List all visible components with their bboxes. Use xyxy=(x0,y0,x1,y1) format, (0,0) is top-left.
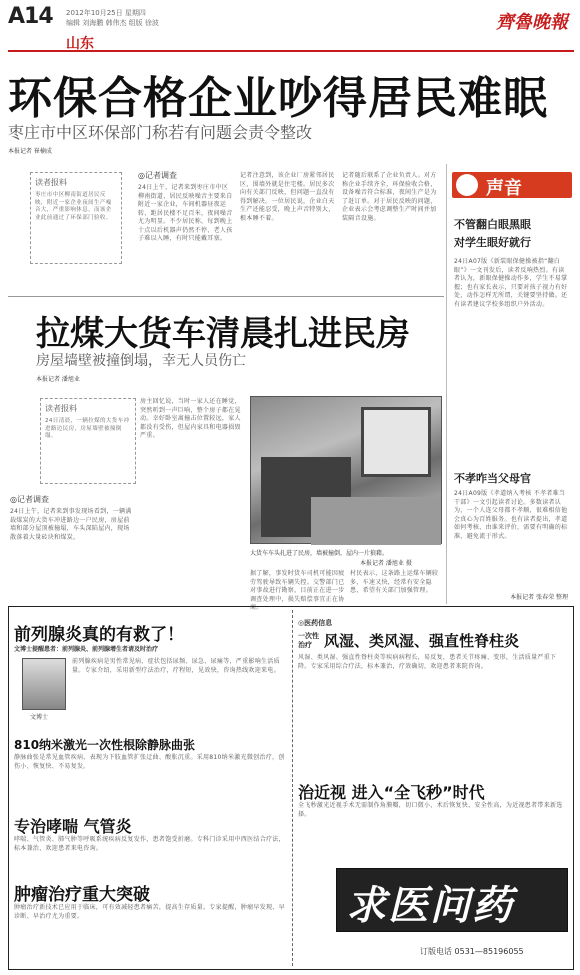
ads-mid-divider xyxy=(292,610,293,966)
section-name: 山东 xyxy=(66,36,94,52)
megaphone-icon xyxy=(456,174,478,196)
header-rule xyxy=(8,50,574,52)
masthead-logo: 齊魯晚報 xyxy=(496,12,568,33)
story2-column-2: 房主回忆说，当时一家人还在睡觉，突然听到一声巨响，整个房子都在晃动。幸好卧室离撞击位置较远，家人都没有受伤，但屋内家具和电器损毁严重。 xyxy=(140,398,241,439)
ad1-subtitle: 文博士提醒患者：前列腺炎、前列腺增生者请及时治疗 xyxy=(14,646,159,653)
story2-reader-box xyxy=(40,398,136,484)
story1-reporter-tag: ◎记者调查 xyxy=(138,171,177,180)
photo-rubble xyxy=(311,497,441,545)
reader-box-tag: 读者报料 xyxy=(35,178,67,187)
story2-column-4: 村民表示，这条路上运煤车辆较多，车速又快，经常有安全隐患，希望有关部门加强管理。 xyxy=(350,570,439,594)
ad5-tag: ◎医药信息 xyxy=(298,619,333,627)
ad2-text: 静脉曲张是常见血管疾病，表现为下肢血管扩张迂曲、酸胀沉重。采用810纳米激光微创治疗，创伤小、恢复快、不易复发。 xyxy=(14,754,285,770)
ad1-title: 前列腺炎真的有救了！ xyxy=(14,625,184,645)
story1-column-1: 24日上午，记者来到枣庄市中区柳南街道，居民反映噪音主要来自附近一家企业，车间机器昼夜运转，距居民楼不足百米，夜间噪音尤为明显。不少居民称，每到晚上十点以后机器声仍然不停，老人孩子难以入睡，有时只能戴耳塞。 xyxy=(138,184,233,242)
reader-box-tag: 读者报料 xyxy=(45,404,77,413)
story2-byline: 本报记者 潘旭业 xyxy=(36,376,80,383)
story2-subhead: 房屋墙壁被撞倒塌，幸无人员伤亡 xyxy=(36,353,246,369)
page-number: A14 xyxy=(8,4,53,29)
date-line: 2012年10月25日 星期四 xyxy=(66,9,146,17)
sidebar-divider xyxy=(446,164,447,604)
story2-reporter-tag: ◎记者调查 xyxy=(10,495,49,504)
photo-caption: 大货车车头扎进了民房，墙被撞倒，屋内一片狼藉。 xyxy=(250,550,389,557)
banner-phone: 订版电话 0531—85196055 xyxy=(420,947,524,956)
ad5-title: 风湿、类风湿、强直性脊柱炎 xyxy=(324,632,520,650)
sidebar-quote-3: 不孝咋当父母官 xyxy=(454,472,531,485)
ad4-text: 肿瘤治疗新技术已应用于临床，可有效减轻患者痛苦，提高生存质量。专家提醒，肿瘤早发现、早诊断、早治疗尤为重要。 xyxy=(14,904,285,920)
ad1-text: 前列腺疾病是男性常见病，症状包括尿频、尿急、尿痛等，严重影响生活质量。专家介绍，采用新型疗法治疗，疗程短，见效快，咨询热线欢迎来电。 xyxy=(72,658,280,674)
story1-column-3: 记者随后联系了企业负责人。对方称企业手续齐全，环保验收合格，设备噪音符合标准，夜间生产是为了赶订单。对于居民反映的问题，企业表示会考虑调整生产时间并加装隔音设施。 xyxy=(342,172,437,222)
reader-box-text: 枣庄市中区柳南街道居民反映，附近一家企业夜间生产噪音大，严重影响休息，而该企业此前通过了环保部门验收。 xyxy=(35,192,112,221)
sidebar-footer: 本报记者 张春荣 整理 xyxy=(510,594,568,601)
editor-line: 编辑 刘海鹏 韩伟杰 组版 徐波 xyxy=(66,19,159,27)
ad3-title: 专治哮喘 气管炎 xyxy=(14,817,132,836)
sidebar-quote-2: 对学生眼好就行 xyxy=(454,236,531,249)
story1-headline: 环保合格企业吵得居民难眠 xyxy=(8,73,548,124)
ad6-text: 全飞秒激光近视手术无需制作角膜瓣，切口微小，术后恢复快，安全性高，为近视患者带来新选择。 xyxy=(298,802,563,818)
story1-reader-box xyxy=(30,172,122,264)
crash-photo xyxy=(250,396,442,544)
sidebar-quote-1: 不管翻白眼黑眼 xyxy=(454,218,531,231)
ad5-side-label: 一次性治疗 xyxy=(298,632,319,649)
story2-column-3: 据了解，事发时货车司机可能因疲劳驾驶导致车辆失控。交警部门已对事故进行勘察，目前正在进一步调查处理中，损失赔偿事宜正在协商。 xyxy=(250,570,345,611)
reader-box-text: 24日清晨，一辆拉煤的大货车冲进路边民房，房屋墙壁被撞倒塌。 xyxy=(45,418,130,439)
ad6-title: 治近视 进入“全飞秒”时代 xyxy=(298,783,485,802)
photo-window xyxy=(361,407,431,477)
doctor-caption: 文博士 xyxy=(30,714,49,721)
ad5-text: 风湿、类风湿、强直性脊柱炎等疾病病程长，易反复，患者关节疼痛、变形，生活质量严重下降。专家采用综合疗法，标本兼治，疗效确切，欢迎患者来院咨询。 xyxy=(298,654,557,670)
photo-credit: 本报记者 潘旭业 摄 xyxy=(360,560,412,567)
story1-byline: 本报记者 崔楠成 xyxy=(8,148,52,155)
ad3-text: 哮喘、气管炎、肺气肿等呼吸系统疾病反复发作，患者饱受折磨。专科门诊采用中西医结合疗法，标本兼治，欢迎患者来电咨询。 xyxy=(14,836,285,852)
story1-subhead: 枣庄市中区环保部门称若有问题会责令整改 xyxy=(8,123,313,142)
banner-text: 求医问药 xyxy=(346,883,514,929)
story2-top-rule xyxy=(8,296,444,297)
ad4-title: 肿瘤治疗重大突破 xyxy=(14,885,150,905)
voice-label: 声音 xyxy=(486,178,522,199)
sidebar-text-1: 24日A07版《新装眼保健操被指“翻白眼”》一文刊发后，读者反响热烈。有读者认为，新眼保健操动作多，学生不易掌握；也有家长表示，只要对孩子视力有好处，动作怎样无所谓，关键要坚持做。还有读者建议学校多组织户外活动。 xyxy=(454,258,568,308)
story2-column-1: 24日上午，记者来到事发现场看到，一辆满载煤炭的大货车冲进路边一户民房，房屋前墙和部分屋顶被撞塌，车头深陷屋内，现场散落着大量砖块和煤炭。 xyxy=(10,508,132,541)
voice-sidebar xyxy=(452,170,572,602)
story1-column-2: 记者注意到，该企业厂房紧邻居民区，围墙外就是住宅楼。居民多次向有关部门反映，但问题一直没有得到解决。一位居民说，企业白天生产还能忍受，晚上声音特别大，根本睡不着。 xyxy=(240,172,335,222)
ad2-title: 810纳米激光一次性根除静脉曲张 xyxy=(14,738,196,752)
sidebar-text-2: 24日A09版《孝道纳入考核 不孝者难当干部》一文引起读者讨论。多数读者认为，一个人连父母都不孝顺，很难相信他会真心为百姓服务。也有读者提出，孝道如何考核、由谁来评价，需要有明确的标准，避免流于形式。 xyxy=(454,490,568,540)
doctor-photo xyxy=(22,658,66,710)
story2-headline: 拉煤大货车清晨扎进民房 xyxy=(36,314,410,354)
